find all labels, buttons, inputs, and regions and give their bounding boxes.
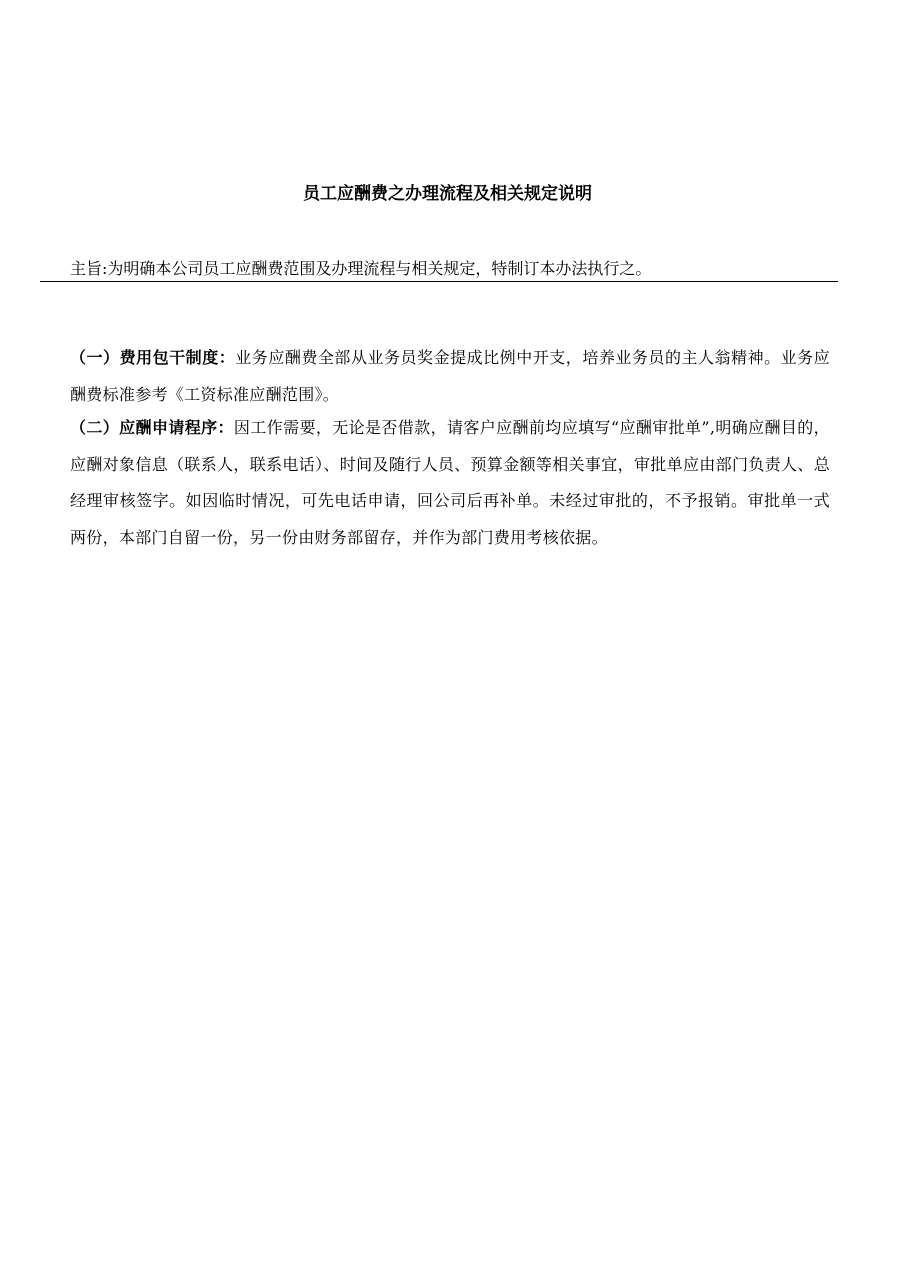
document-title: 员工应酬费之办理流程及相关规定说明 [303,184,592,204]
section-body: 因工作需要，无论是否借款，请客户应酬前均应填写“应酬审批单”,明确应酬目的，应酬对象信息（联系人，联系电话）、时间及随行人员、预算金额等相关事宜，审批单应由部门负责人、总经理审核签字。如因临时情况，可先电话申请，回公司后再补单。未经过审批的，不予报销。审批单一式两份，本部门自留一份，另一份由财务部留存，并作为部门费用考核依据。 [70,418,830,547]
section-label: （二）应酬申请程序： [70,418,234,437]
section-body: 业务应酬费全部从业务员奖金提成比例中开支，培养业务员的主人翁精神。业务应酬费标准参考《工资标准应酬范围》。 [70,348,830,404]
horizontal-divider [40,281,838,282]
section-label: （一）费用包干制度： [70,348,236,367]
section-expense-lump-sum [70,340,830,413]
purpose-statement: 主旨:为明确本公司员工应酬费范围及办理流程与相关规定，特制订本办法执行之。 [70,259,652,278]
section-application-procedure [70,410,830,556]
